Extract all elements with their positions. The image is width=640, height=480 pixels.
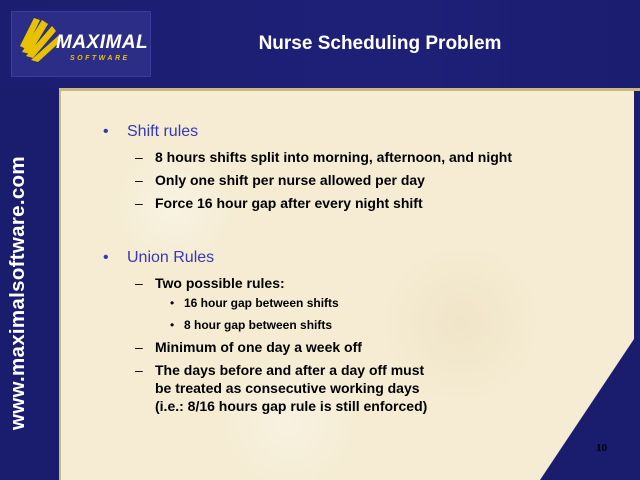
maximal-logo (11, 11, 151, 77)
list-item (135, 171, 425, 189)
corner-triangle (540, 330, 640, 480)
list-item-text: Only one shift per nurse allowed per day (155, 172, 425, 188)
list-item (135, 194, 423, 212)
panel-top-border (59, 88, 640, 91)
sub-list-item-text: 8 hour gap between shifts (184, 318, 333, 332)
section-heading-shift-rules (103, 123, 199, 141)
list-item-line: The days before and after a day off must (155, 362, 425, 378)
small-bullet-icon: • (170, 318, 175, 332)
sub-list-item-text: 16 hour gap between shifts (184, 296, 339, 310)
list-item-multiline (135, 361, 428, 415)
sub-list-item (170, 296, 339, 310)
bullet-icon: • (103, 249, 109, 266)
list-item-text: 8 hours shifts split into morning, afternoon, and night (155, 149, 512, 165)
list-item-line: (i.e.: 8/16 hours gap rule is still enforced) (155, 398, 428, 414)
list-item (135, 148, 512, 166)
panel-left-border (59, 88, 61, 480)
dash-icon: – (135, 339, 143, 355)
sub-list-item (170, 318, 333, 332)
logo-subtext: SOFTWARE (70, 55, 130, 62)
dash-icon: – (135, 172, 143, 188)
dash-icon: – (135, 195, 143, 211)
list-item-text: Two possible rules: (155, 275, 285, 291)
dash-icon: – (135, 149, 143, 165)
list-item-text: Force 16 hour gap after every night shift (155, 195, 423, 211)
section-heading-text: Union Rules (127, 249, 215, 266)
logo-text: MAXIMAL (56, 32, 149, 53)
sidebar-url: www.maximalsoftware.com (6, 156, 29, 430)
page-number: 10 (596, 442, 607, 454)
section-heading-union-rules (103, 249, 215, 267)
list-item (135, 274, 285, 292)
list-item (135, 338, 362, 356)
bullet-icon: • (103, 123, 109, 140)
list-item-line: be treated as consecutive working days (155, 380, 420, 396)
slide-title: Nurse Scheduling Problem (258, 33, 502, 54)
list-item-text: Minimum of one day a week off (155, 339, 362, 355)
dash-icon: – (135, 362, 143, 378)
section-heading-text: Shift rules (127, 123, 199, 140)
dash-icon: – (135, 275, 143, 291)
small-bullet-icon: • (170, 296, 175, 310)
